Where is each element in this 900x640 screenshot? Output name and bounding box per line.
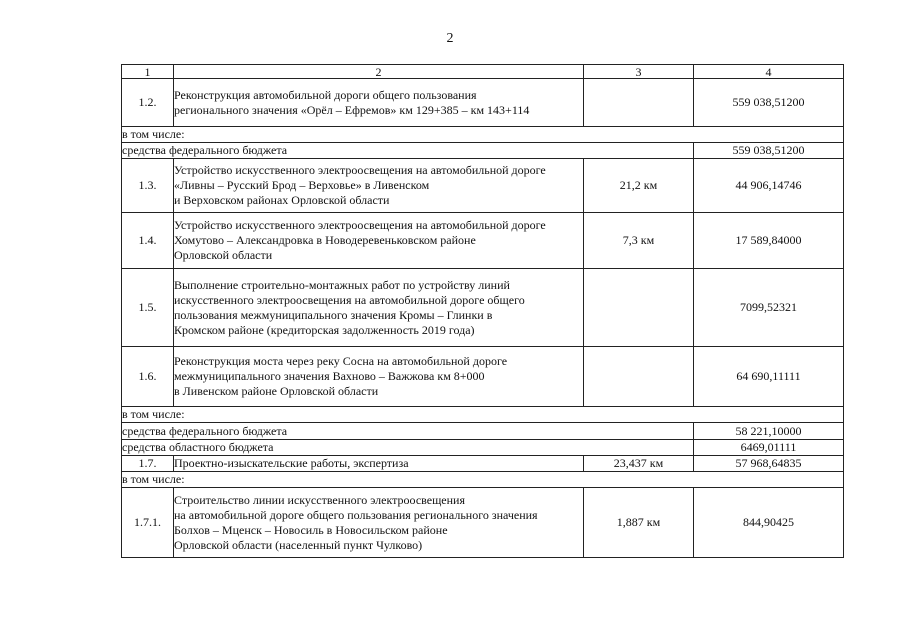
item-description — [174, 488, 584, 558]
description-line: искусственного электроосвещения на автомобильной дороге общего — [174, 292, 525, 307]
item-amount: 7099,52321 — [694, 269, 844, 347]
description-line: Проектно-изыскательские работы, экспертиза — [174, 456, 409, 470]
item-amount: 17 589,84000 — [694, 213, 844, 269]
subtotal-label-row — [122, 407, 844, 423]
item-amount: 44 906,14746 — [694, 159, 844, 213]
funding-source-label: средства федерального бюджета — [122, 423, 694, 440]
funding-amount: 559 038,51200 — [694, 143, 844, 159]
item-quantity — [584, 347, 694, 407]
page-number: 2 — [446, 31, 454, 46]
item-description — [174, 347, 584, 407]
subtotal-label-row — [122, 127, 844, 143]
funding-source-row — [122, 423, 844, 440]
funding-amount: 6469,01111 — [694, 440, 844, 456]
item-quantity — [584, 79, 694, 127]
description-line: и Верховском районах Орловской области — [174, 193, 390, 207]
including-label: в том числе: — [122, 127, 844, 143]
funding-source-label: средства федерального бюджета — [122, 143, 694, 159]
item-number: 1.7. — [122, 456, 174, 472]
item-description — [174, 456, 584, 472]
item-number: 1.2. — [122, 79, 174, 127]
item-description — [174, 79, 584, 127]
table-header-row — [122, 65, 844, 79]
item-number: 1.6. — [122, 347, 174, 407]
description-line: регионального значения «Орёл – Ефремов» км 129+385 – км 143+114 — [174, 102, 530, 117]
item-number: 1.3. — [122, 159, 174, 213]
item-quantity: 1,887 км — [584, 488, 694, 558]
table-row — [122, 456, 844, 472]
item-number: 1.5. — [122, 269, 174, 347]
description-line: в Ливенском районе Орловской области — [174, 384, 379, 398]
description-line: пользования межмуниципального значения Кромы – Глинки в — [174, 307, 493, 322]
column-header: 4 — [694, 65, 844, 79]
item-number: 1.4. — [122, 213, 174, 269]
column-header: 3 — [584, 65, 694, 79]
description-line: Устройство искусственного электроосвещения на автомобильной дороге — [174, 218, 546, 232]
item-quantity: 7,3 км — [584, 213, 694, 269]
item-description — [174, 213, 584, 269]
including-label: в том числе: — [122, 407, 844, 423]
item-amount: 559 038,51200 — [694, 79, 844, 127]
description-line: Устройство искусственного электроосвещения на автомобильной дороге — [174, 163, 546, 177]
description-line: Реконструкция моста через реку Сосна на автомобильной дороге — [174, 354, 508, 368]
description-line: Орловской области (населенный пункт Чулково) — [174, 537, 423, 552]
funding-source-row — [122, 143, 844, 159]
item-quantity: 21,2 км — [584, 159, 694, 213]
item-amount: 64 690,11111 — [694, 347, 844, 407]
item-description — [174, 159, 584, 213]
description-line: Выполнение строительно-монтажных работ по устройству линий — [174, 277, 510, 292]
item-description — [174, 269, 584, 347]
item-amount: 57 968,64835 — [694, 456, 844, 472]
description-line: Строительство линии искусственного электроосвещения — [174, 492, 465, 507]
description-line: Хомутово – Александровка в Новодеревеньковском районе — [174, 233, 476, 247]
table-row — [122, 159, 844, 213]
description-line: Болхов – Мценск – Новосиль в Новосильском районе — [174, 522, 448, 537]
funding-source-label: средства областного бюджета — [122, 440, 694, 456]
description-line: Реконструкция автомобильной дороги общего пользования — [174, 87, 477, 102]
description-line: Орловской области — [174, 248, 273, 262]
subtotal-label-row — [122, 472, 844, 488]
table-row — [122, 213, 844, 269]
funding-amount: 58 221,10000 — [694, 423, 844, 440]
table-row — [122, 79, 844, 127]
column-header: 1 — [122, 65, 174, 79]
item-quantity — [584, 269, 694, 347]
description-line: «Ливны – Русский Брод – Верховье» в Ливенском — [174, 178, 430, 192]
table-row — [122, 347, 844, 407]
description-line: межмуниципального значения Вахново – Важжова км 8+000 — [174, 369, 485, 383]
including-label: в том числе: — [122, 472, 844, 488]
item-number: 1.7.1. — [122, 488, 174, 558]
item-amount: 844,90425 — [694, 488, 844, 558]
column-header: 2 — [174, 65, 584, 79]
item-quantity: 23,437 км — [584, 456, 694, 472]
description-line: Кромском районе (кредиторская задолженность 2019 года) — [174, 322, 475, 337]
table-row — [122, 488, 844, 558]
funding-source-row — [122, 440, 844, 456]
budget-table — [121, 64, 844, 558]
table-row — [122, 269, 844, 347]
description-line: на автомобильной дороге общего пользования регионального значения — [174, 507, 538, 522]
